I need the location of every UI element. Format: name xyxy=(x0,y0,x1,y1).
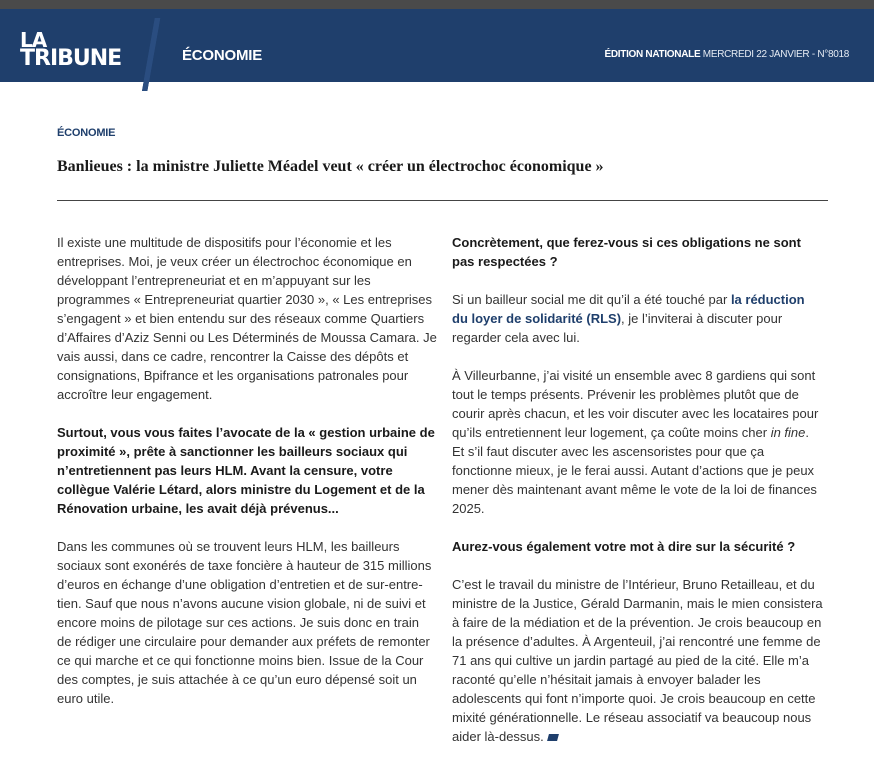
section-title[interactable]: ÉCONOMIE xyxy=(182,47,263,64)
edition-date: MERCREDI 22 JANVIER - N°8018 xyxy=(702,49,849,60)
article-headline: Banlieues : la ministre Juliette Méadel veut « créer un électrochoc économique » xyxy=(57,158,604,175)
article-column-right xyxy=(452,233,824,765)
interview-question: Concrètement, que ferez-vous si ces obligations ne sont pas respectées ? xyxy=(452,235,801,269)
logo-line-2: TRIBUNE xyxy=(20,46,122,71)
logo-line-1: LA xyxy=(20,28,47,52)
header-divider xyxy=(138,18,162,91)
emphasis: in fine xyxy=(770,425,806,440)
paragraph: Il existe une multitude de dispositifs pour l’économie et les entreprises. Moi, je veux créer un électrochoc économique en développant l’entrepreneuriat et en m’appuyant sur les programmes « Entrepreneuriat quartier 2030 », « Les entreprises s’engagent » et bien entendu sur des réseaux comme Quartiers d’Affaires d’Aziz Senni ou Les Déterminés de Moussa Camara. Je vais aussi, dans ce cadre, rencontrer la Caisse des dépôts et consignations, Bpifrance et les organisations patronales pour accroître leur engagement. xyxy=(57,235,437,402)
paragraph-text: , je l’inviterai à discuter pour regarder cela avec lui. xyxy=(452,311,783,345)
paragraph xyxy=(452,366,824,518)
top-strip xyxy=(0,0,874,9)
edition-label: ÉDITION NATIONALE xyxy=(604,49,701,60)
rls-link[interactable]: la réduction du loyer de solidarité (RLS) xyxy=(452,292,805,326)
end-mark-icon xyxy=(547,734,559,741)
paragraph xyxy=(452,290,824,347)
paragraph-text: . Et s’il faut discuter avec les ascensoristes pour que ça fonctionne mieux, je le ferai aussi. Autant d’actions que je peux mener dès maintenant avant même le vote de la loi de finances 2025. xyxy=(452,425,817,516)
paragraph xyxy=(452,575,824,746)
paragraph-text: À Villeurbanne, j’ai visité un ensemble avec 8 gardiens qui sont tout le temps présents. Prévenir les problèmes plutôt que de courir après chacun, et les voir discuter avec les locataires pour qu’ils entretiennent leur logement, ça coûte moins cher xyxy=(452,368,819,440)
article-column-left xyxy=(57,233,437,727)
masthead xyxy=(0,9,874,82)
paragraph-text: Si un bailleur social me dit qu’il a été touché par xyxy=(452,292,731,307)
edition-info xyxy=(604,49,849,60)
paragraph-text: C’est le travail du ministre de l’Intérieur, Bruno Retailleau, et du ministre de la Justice, Gérald Darmanin, mais le mien consistera à faire de la médiation et de la prévention. Je crois beaucoup en la présence d’adultes. À Argenteuil, j’ai rencontré une femme de 71 ans qui cultive un jardin partagé au pied de la cité. Elle m’a raconté qu’elle n’hésitait jamais à envoyer balader les adolescents qui font n’importe quoi. Je crois beaucoup en cette mixité générationnelle. Le réseau associatif va beaucoup nous aider là-dessus. xyxy=(452,577,823,744)
interview-question: Aurez-vous également votre mot à dire sur la sécurité ? xyxy=(452,539,796,554)
interview-question: Surtout, vous vous faites l’avocate de la « gestion urbaine de proximité », prête à sanctionner les bailleurs sociaux qui n’entretiennent pas leurs HLM. Avant la censure, votre collègue Valérie Létard, alors ministre du Logement et de la Rénovation urbaine, les avait déjà prévenus... xyxy=(57,425,435,516)
paragraph: Dans les communes où se trouvent leurs HLM, les bailleurs sociaux sont exonérés de taxe foncière à hauteur de 315 millions d’euros en échange d’une obligation d’entretien et de sur-entre-tien. Sauf que nous n’avons aucune vision globale, ni de suivi et encore moins de pilotage sur ces actions. Je suis donc en train de rédiger une circulaire pour demander aux préfets de remonter ce qui marche et ce qui fonctionne moins bien. Issue de la Cour des comptes, je suis attachée à ce qu’un euro dépensé soit un euro utile. xyxy=(57,539,432,706)
article-kicker[interactable]: ÉCONOMIE xyxy=(57,127,116,139)
la-tribune-logo[interactable] xyxy=(20,28,130,72)
headline-rule xyxy=(57,200,828,201)
